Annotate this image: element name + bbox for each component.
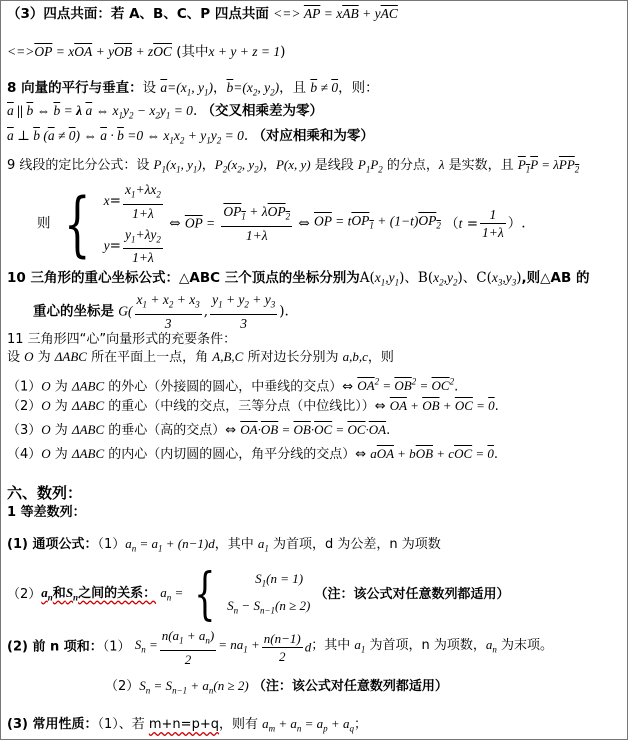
perp-rule-line: $\overline{a}$ ⊥ $\overline{b}$ $(\overline{a} \ne 0)$ ⇔ $\overline{a} \cdot \overline{b} =0$ ⇔ $x_1x_2 + y_1y_2 = 0$. （对应相乘和为零） bbox=[7, 128, 374, 146]
relation-line: $(2)a_n$和$S_n$之间的关系： $a_n$ = { $S_1(n = 1)$ $S_n - S_{n-1}(n \ge 2)$ （注：该公式对任意数列都适用） bbox=[7, 562, 510, 627]
sum-note-line: $(2)S_n = S_{n-1} + a_n(n \ge 2)$ （注：该公式对任意数列都适用） bbox=[105, 678, 448, 696]
four-centers-setup: 设 O 为 ΔABC 所在平面上一点，角 A,B,C 所对边长分别为 a,b,c，则 bbox=[7, 349, 394, 365]
perp-note: （对应相乘和为零） bbox=[252, 128, 374, 144]
centroid-line: 10 三角形的重心坐标公式：△ABC 三个顶点的坐标分别为$A(x_1,y_1)$、$B(x_2,y_2)$、$C(x_3,y_3)$,则△AB 的 bbox=[7, 270, 590, 288]
section-formula-system: 则 { x= $\frac{x_1+\lambda x_2}{1+\lambda}$ y= $\frac{y_1+\lambda y_2}{1+\lambda}$ ⇔ $\overline{OP}$ = $\frac{OP_1 + \lambda OP_2}{1+\lambda}$ ⇔ $\overline{OP} = tOP_1 + (1-t)OP_2$ （t = $\frac{1}{1+\lambda}$ ）. bbox=[37, 182, 526, 266]
general-term-label: (1) 通项公式： bbox=[7, 537, 98, 552]
circumcenter-line: （1）O 为 ΔABC 的外心（外接圆的圆心，中垂线的交点）⇔ $\overline{OA}^2 = \overline{OB}^2 = \overline{OC}^2$. bbox=[7, 377, 459, 395]
sum-label: (2) 前 n 项和： bbox=[7, 639, 103, 655]
centroid-vector-line: （2）O 为 ΔABC 的重心（中线的交点，三等分点（中位线比））⇔ $\overline{OA} + \overline{OB} + \overline{OC} = 0$. bbox=[7, 398, 499, 414]
four-point-equiv-line: $<=>\overline{OP} = x\overline{OA} + y\overline{OB} + z\overline{OC}$ (其中x + y + z = 1) bbox=[7, 44, 286, 60]
parallel-title: 8 向量的平行与垂直： bbox=[7, 80, 143, 96]
section-formula-title: 9 线段的定比分公式： bbox=[7, 158, 137, 173]
sum-line: (2) 前 n 项和：（1） $S_n$ = $\frac{n(a_1 + a_n)}{2}$ = $na_1$ + $\frac{n(n-1)}{2}$ d；其中 $a_1$ 为首项，n 为项数，$a_n$ 为末项。 bbox=[7, 628, 553, 667]
centroid-coord-line: 重心的坐标是 G( $\frac{x_1 + x_2 + x_3}{3}$ , $\frac{y_1 + y_2 + y_3}{3}$ ). bbox=[33, 292, 289, 331]
centroid-title: 10 三角形的重心坐标公式： bbox=[7, 270, 179, 286]
centroid-line2: 重心的坐标是 bbox=[33, 303, 114, 320]
parallel-title-line: 8 向量的平行与垂直：设 $\overline{a}=(x_1$, $y_1$)，$\overline{b}=(x_2$, $y_2$)，且 $\overline{b} \ne 0$，则： bbox=[7, 80, 379, 98]
four-centers-title: 11 三角形四“心”向量形式的充要条件： bbox=[7, 332, 237, 347]
section-formula-line: 9 线段的定比分公式：设 $P_1(x_1$, $y_1$)，$P_2(x_2$, $y_2$)，P(x, y) 是线段 $P_1P_2$ 的分点，λ 是实数，且 $P_1P = \lambda PP_2$ bbox=[7, 157, 580, 175]
general-term-line: (1) 通项公式：$(1)a_n = a_1 + (n-1)d$，其中 $a_1$ 为首项，d 为公差，n 为项数 bbox=[7, 536, 441, 554]
four-point-label: （3）四点共面：若 A、B、C、P 四点共面 bbox=[7, 6, 269, 22]
relation-note: （注：该公式对任意数列都适用） bbox=[314, 587, 510, 602]
incenter-line: （4）O 为 ΔABC 的内心（内切圆的圆心，角平分线的交点）⇔ $a\overline{OA} + b\overline{OB} + c\overline{OC} = 0$. bbox=[7, 446, 499, 462]
four-point-line: （3）四点共面：若 A、B、C、P 四点共面 <=> $\overline{AP} = x\overline{AB} + y\overline{AC}$ bbox=[7, 6, 398, 22]
props-line: (3) 常用性质：（1）、若 m+n=p+q，则有 $a_m + a_n = a_p + a_q$； bbox=[7, 716, 367, 734]
orthocenter-line: （3）O 为 ΔABC 的垂心（高的交点）⇔ $\overline{OA}\cdot\overline{OB} = \overline{OB}\cdot\overline{OC} = \overline{OC}\cdot\overline{OA}$. bbox=[7, 422, 391, 438]
arith-title: 1 等差数列： bbox=[7, 505, 86, 520]
chapter-title: 六、数列： bbox=[7, 484, 83, 502]
parallel-note: （交叉相乘差为零） bbox=[201, 103, 324, 119]
parallel-rule-line: $\overline{a}$ || $\overline{b}$ ⇔ $\overline{b} = \lambda$ $\overline{a}$ ⇔ $x_1y_2 - x_2y_1 = 0$. （交叉相乘差为零） bbox=[7, 103, 324, 121]
sum-note: （注：该公式对任意数列都适用） bbox=[252, 679, 448, 694]
props-label: (3) 常用性质： bbox=[7, 717, 98, 732]
then-label: 则 bbox=[37, 215, 51, 232]
